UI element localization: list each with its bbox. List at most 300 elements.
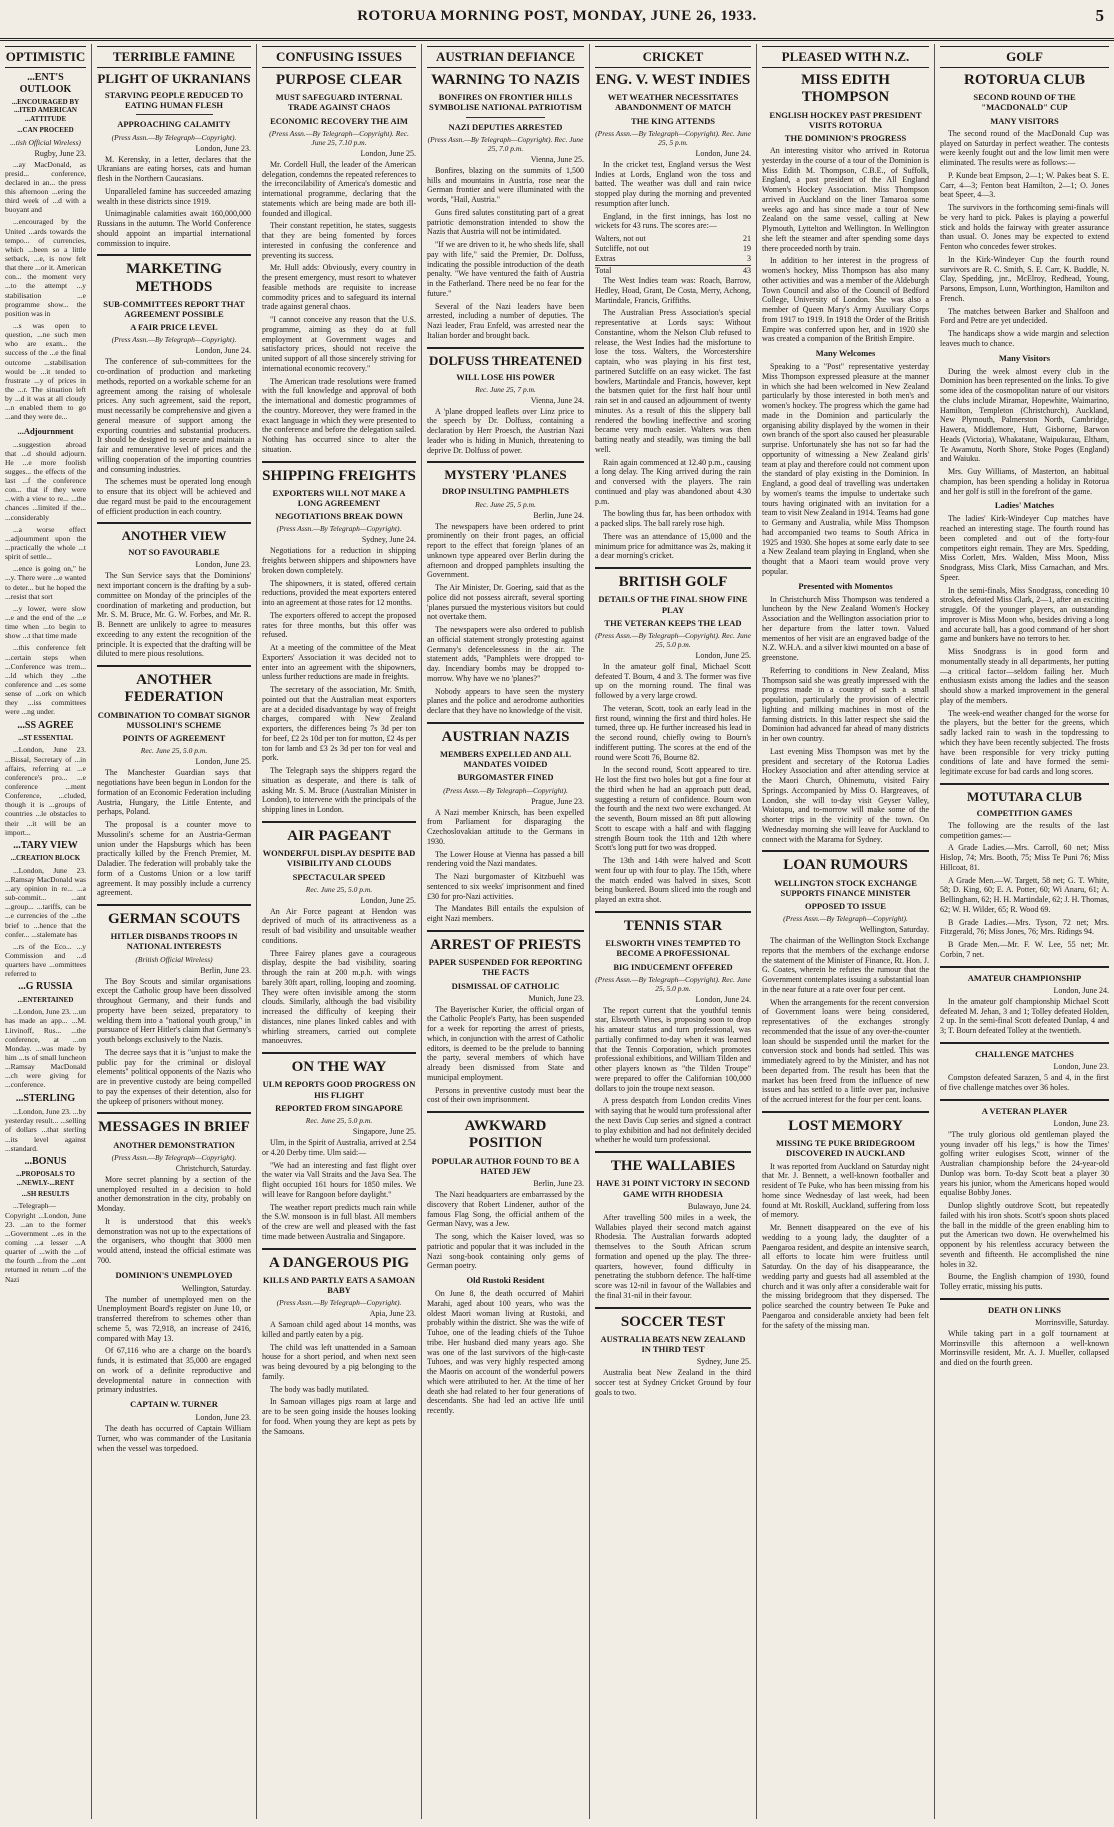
dateline: Berlin, June 24. bbox=[533, 510, 584, 520]
subheadline: DROP INSULTING PAMPHLETS bbox=[441, 486, 570, 497]
paragraph: An interesting visitor who arrived in Rotorua yesterday in the course of a tour of the Dominion is Miss Edith M. Thompson, C.B.E., of Suffolk, England, a past president of the All England Women's Hockey Association. Miss Thompson arrived in Auckland on the liner Tamaroa some weeks ago and has since made a tour of New Zealand on the same vessel, calling at New Plymouth, Lyttelton and Wellington. In Wellington she left the steamer and after spending some days there proceeded north by train. bbox=[762, 146, 929, 253]
headline: ANOTHER FEDERATION bbox=[124, 672, 224, 706]
byline: Rec. June 25, 7 p.m. bbox=[475, 384, 536, 394]
headline: TENNIS STAR bbox=[623, 917, 723, 934]
paragraph: Negotiations for a reduction in shipping freights between shippers and shipowners have broken down completely. bbox=[262, 546, 416, 575]
article-veteran-player bbox=[940, 1099, 1109, 1292]
headline: ON THE WAY bbox=[291, 1059, 387, 1076]
headline: LOAN RUMOURS bbox=[783, 857, 908, 874]
paragraph: Mr. Hull adds: Obviously, every country in the present emergency, must resort to whatever feasible methods are requisite to increase commodity prices and to safeguard its internal trade against general chaos. bbox=[262, 263, 416, 312]
paragraph: During the week almost every club in the Dominion has been represented on the links. To give some idea of the cosmopolitan nature of our visitors the clubs include Miramar, Hopewhite, Waimarino, Hamilton, Templeton (Christchurch), Auckland, New Plymouth, Palmerston North, Cambridge, Hawera, Middlemore, Hutt, Gisborne, Barwon Heads (Victoria), Whakatane, Waipukurau, Eltham, Te Awamutu, North Shore, Stoke Poges (England) and Waiuku. bbox=[940, 366, 1109, 464]
dateline: London, June 24. bbox=[695, 994, 751, 1004]
paragraph: The Boy Scouts and similar organisations except the Catholic group have been dissolved throughout Germany, and their funds and property have been seized, preparatory to welding them into a "national youth group," in pursuance of Herr Hitler's claim that Germany's youth belongs exclusively to the Nazis. bbox=[97, 976, 251, 1045]
batsman-name: Extras bbox=[595, 254, 616, 264]
batsman-name: Sutcliffe, not out bbox=[595, 244, 649, 254]
paragraph: ...suggestion abroad that ...d should adjourn. He ...e more foolish sugges... the effects of the last ...f the conference con... that if they were ...with a view to re... ...the chances ...limited if the... ...considerably bbox=[5, 439, 86, 522]
byline: Rec. June 25, 5.0 p.m. bbox=[140, 746, 208, 756]
subheadline: KILLS AND PARTLY EATS A SAMOAN BABY bbox=[262, 1274, 416, 1295]
subheadline: THE DOMINION'S PROGRESS bbox=[784, 132, 907, 143]
headline: ROTORUA CLUB bbox=[964, 72, 1085, 88]
paragraph: The death has occurred of Captain William Turner, who was commander of the Lusitania when the vessel was torpedoed. bbox=[97, 1424, 251, 1453]
headline: PURPOSE CLEAR bbox=[275, 72, 403, 88]
headline: ENG. V. WEST INDIES bbox=[595, 72, 751, 88]
section-subhead: Presented with Momentos bbox=[798, 580, 893, 591]
dateline: London, June 24. bbox=[695, 148, 751, 158]
paragraph: In Samoan villages pigs roam at large and are to be seen going inside the houses looking for food. When young they are kept as pets by the Samoans. bbox=[262, 1397, 416, 1436]
article-dangerous-pig bbox=[262, 1248, 416, 1437]
article-federation bbox=[97, 665, 251, 898]
paragraph: It was reported from Auckland on Saturday night that Mr. J. Bennett, a well-known footballer and resident of Te Puke, who has been missing from his home since Wednesday of last week, had been found at Mt. Roskill, Auckland, suffering from loss of memory. bbox=[762, 1161, 929, 1220]
subheadline: ELSWORTH VINES TEMPTED TO BECOME A PROFESSIONAL bbox=[605, 938, 741, 959]
paragraph: ...encouraged by the United ...ards towards the tempo... of currencies, which ...been so a little setback, ...e, is now felt that there ...or it. American con... the moment very ...to the attempt ...y stabilisation ...e programme show... the position was in bbox=[5, 217, 86, 318]
score-row bbox=[595, 254, 751, 264]
article-lost-memory bbox=[762, 1111, 929, 1330]
article-on-the-way bbox=[262, 1052, 416, 1241]
article-amateur-championship bbox=[940, 966, 1109, 1036]
byline: (Press Assn.—By Telegraph—Copyright). bbox=[276, 524, 402, 534]
headline: DOLFUSS THREATENED bbox=[428, 352, 583, 368]
paragraph: Persons in preventive custody must bear the cost of their own imprisonment. bbox=[427, 1085, 584, 1105]
subheadline: ...CAN PROCEED bbox=[17, 126, 74, 135]
headline: ...G RUSSIA bbox=[18, 981, 73, 993]
paragraph: Dunlop slightly outdrove Scott, but repeatedly failed with his iron shots. Scott's spoon shots placed the ball in the middle of the green enabling him to put the American two down. He overwhelmed his opponent by his relentless accuracy between the seventh and fifteenth. He accomplished the nine holes in 32. bbox=[940, 1201, 1109, 1269]
paragraph: B Grade Ladies.—Mrs. Tyson, 72 net; Mrs. Fitzgerald, 76; Miss Jones, 76; Mrs. Ridings 94. bbox=[940, 917, 1109, 937]
subheadline: BIG INDUCEMENT OFFERED bbox=[613, 961, 733, 972]
article-loan-rumours bbox=[762, 850, 929, 1105]
dateline: Berlin, June 23. bbox=[200, 965, 251, 975]
article-mystery-planes bbox=[427, 461, 584, 715]
paragraph: When the arrangements for the recent conversion of Government loans were being considered, representatives of the exchanges strongly recommended that the issue of any over-the-counter loan should be suspended until the market for the conversion stock and bonds had settled. This was immediately agreed to by the Minister, and has not been departed from. The result has been that the market has been freed from the influence of new issues and has settled to a little over par, inclusive of the accrued interest for the four per cent. loans. bbox=[762, 997, 929, 1105]
headline: A DANGEROUS PIG bbox=[268, 1254, 410, 1271]
kicker: GOLF bbox=[940, 46, 1109, 68]
score-row bbox=[595, 234, 751, 244]
total-runs: 43 bbox=[743, 266, 751, 276]
paragraph: The matches between Barker and Shalfoon and Ford and Petre are yet undecided. bbox=[940, 306, 1109, 326]
paragraph: The number of unemployed men on the Unemployment Board's register on June 10, or transferred therefrom to schemes other than scheme 5, was 72,918, an increase of 2416, compared with May 13. bbox=[97, 1294, 251, 1343]
paragraph: The West Indies team was: Roach, Barrow, Hedley, Hoad, Grant, De Costa, Merry, Achong, Martindale, Francis, Griffiths. bbox=[595, 276, 751, 305]
dateline: Wellington, Saturday. bbox=[859, 925, 929, 935]
paragraph: Australia beat New Zealand in the third soccer test at Sydney Cricket Ground by four goals to two. bbox=[595, 1368, 751, 1397]
subheadline: ...CREATION BLOCK bbox=[10, 854, 81, 863]
dateline: Wellington, Saturday. bbox=[181, 1283, 251, 1293]
paragraph: In the amateur golf championship Michael Scott defeated M. Jehan, 3 and 1; Tolley defeated Holden, 2 up. In the semi-final Scott defeated Dunlap, 4 and 3; T. Bourn defeated Tolley at the twentieth. bbox=[940, 996, 1109, 1036]
scorecard bbox=[595, 234, 751, 276]
score-row bbox=[595, 244, 751, 254]
dateline: London, June 25. bbox=[695, 650, 751, 660]
subheadline: MEMBERS EXPELLED AND ALL MANDATES VOIDED bbox=[439, 749, 572, 770]
paragraph: The shipowners, it is stated, offered certain reductions, provided the meat exporters entered into an agreement at those rates for 12 months. bbox=[262, 578, 416, 608]
subheadline: REPORTED FROM SINGAPORE bbox=[275, 1102, 403, 1113]
paragraph: The Telegraph says the shippers regard the situation as desperate, and there is talk of asking Mr. S. M. Bruce (Australian Minister in London), to intervene with the principals of the shipping lines in London. bbox=[262, 766, 416, 815]
dateline: London, June 25. bbox=[195, 757, 251, 767]
column-3 bbox=[422, 44, 590, 1819]
section-subhead: Old Rustoki Resident bbox=[466, 1275, 545, 1286]
paragraph: The body was badly mutilated. bbox=[270, 1384, 369, 1394]
byline: Rec. June 25, 5.0 p.m. bbox=[305, 1116, 373, 1125]
subheadline: ...PROPOSALS TO ...NEWLY-...RENT bbox=[16, 1170, 75, 1187]
headline: ...TARY VIEW bbox=[13, 839, 78, 851]
headline: ...BONUS bbox=[24, 1155, 67, 1167]
paragraph: The week-end weather changed for the worse for the players, but the better for the greens, which sadly lacked rain to wash in the topdressing to which they have been recently subjected. The frosts have been responsible for very tricky putting conditions of late and have formed the semi-legitimate excuse for bad cards and long scores. bbox=[940, 708, 1109, 777]
headline: WARNING TO NAZIS bbox=[431, 72, 580, 88]
paragraph: In the second round, Scott appeared to tire. He lost the first two holes but got a fine four at the third when he had an approach putt dead, suggesting a return of confidence. Bourn won the fourth and the next two were exchanged. At the seventh, Bourn missed an 8ft putt allowing Scott to escape with a half and with flagging strength Bourn took the 11th and 12th where Scott's long putt for two was dropped. bbox=[595, 765, 751, 853]
paragraph: The song, which the Kaiser loved, was so patriotic and popular that it was included in the Nazi song-book containing only gems of German poetry. bbox=[427, 1232, 584, 1271]
paragraph: The decree says that it is "unjust to make the public pay for the criminal or disloyal elements" political opponents of the Nazis who are in preventive custody are being compelled to pay the expenses of their detention, also for the upkeep of prisoners without money. bbox=[97, 1047, 251, 1106]
subheadline: DISMISSAL OF CATHOLIC bbox=[451, 980, 560, 991]
paragraph: The proposal is a counter move to Mussolini's scheme for an Austria-German union under the Hapsburgs which has been practically killed by the French Premier, M. Daladier. The federation will probably take the form of a Customs Union or a low tariff agreement. It may possibly include a currency agreement. bbox=[97, 820, 251, 898]
paragraph: The conference of sub-committees for the co-ordination of production and marketing methods, reported on a workable scheme for an agreement among the raising of wholesale prices. Any such agreement, said the report, must necessarily be comprehensive and given a general measure of support among the exporting countries and substantial producers. It should be designed to secure and maintain a fair and remunerative level of prices and the willing cooperation of the importing countries and consuming industries. bbox=[97, 357, 251, 474]
subheadline: MANY VISITORS bbox=[990, 115, 1059, 126]
section-subhead: Many Welcomes bbox=[815, 348, 876, 359]
paragraph: "If we are driven to it, he who sheds life, shall pay with life," said the Premier, Dr. Dolfuss, indicating the possible introduction of the death penalty. "We have ventured the faith of Austria in the Fatherland. There need be no fear for the future." bbox=[427, 240, 584, 298]
headline: MYSTERY 'PLANES bbox=[444, 467, 567, 483]
dateline: Prague, June 23. bbox=[531, 796, 584, 806]
byline: Rec. June 25, 5.0 p.m. bbox=[305, 884, 373, 894]
headline: AWKWARD POSITION bbox=[464, 1118, 547, 1152]
paragraph: A Nazi member Knirsch, has been expelled from Parliament for disparaging the Czechoslovakian attitude to the Germans in 1930. bbox=[427, 807, 584, 846]
subheadline: BURGOMASTER FINED bbox=[457, 772, 554, 783]
byline: (British Official Wireless) bbox=[135, 954, 213, 964]
divider bbox=[136, 114, 213, 115]
dateline: London, June 23. bbox=[195, 1413, 251, 1423]
paragraph: The Sun Service says that the Dominions' next important concern is the drafting by a sub-committee on Monday of the principles of the coordination of marketing and production, but Mr. S. M. Bruce, Mr. G. W. Forbes, and Mr. R. B. Bennett are unlikely to agree to measures exceeding to any extent the recognition of the principle. It is expected that the drafting will be diluted to mere pious resolutions. bbox=[97, 571, 251, 659]
subheadline: COMPETITION GAMES bbox=[976, 807, 1073, 818]
headline: ARREST OF PRIESTS bbox=[430, 936, 581, 953]
subheadline: STARVING PEOPLE REDUCED TO EATING HUMAN FLESH bbox=[104, 89, 244, 111]
dateline: Sydney, June 25. bbox=[696, 1357, 751, 1367]
paragraph: Bonfires, blazing on the summits of 1,500 hills and mountains in Austria, rose near the German frontier and were illuminated with the words, "Hail, Austria." bbox=[427, 165, 584, 205]
column-5 bbox=[757, 44, 935, 1819]
subheadline: DETAILS OF THE FINAL SHOW FINE PLAY bbox=[598, 594, 748, 615]
article-challenge-matches bbox=[940, 1042, 1109, 1093]
subheadline: MISSING TE PUKE BRIDEGROOM DISCOVERED IN AUCKLAND bbox=[776, 1138, 915, 1159]
column-2 bbox=[257, 44, 422, 1819]
paragraph: "I cannot conceive any reason that the U.S. programme, aiming as they do at full employment at Government wages and satisfactory prices, should not receive the united support of all those sincerely striving for international economic recovery." bbox=[262, 315, 416, 373]
paragraph: In addition to her interest in the progress of women's hockey, Miss Thompson has also many other activities and was a member of the Aldeburgh Town Council and also of the Council of Bedford College, University of London. She was also a member of Queen Mary's Army Auxiliary Corps from 1917 to 1919. In 1918 the Order of the British Empire was conferred upon her, and in 1920 she was created a companion of the British Empire. bbox=[762, 256, 929, 344]
article-awkward-position bbox=[427, 1111, 584, 1416]
subheadline: NEGOTIATIONS BREAK DOWN bbox=[275, 511, 403, 522]
paragraph: There was an attendance of 15,000 and the minimum price for admittance was 2s, making it a dear morning's cricket. bbox=[595, 531, 751, 561]
paragraph: While taking part in a golf tournament at Morrinsville this afternoon a well-known Morrinsville resident, Mr. A. J. Mueller, collapsed and died on the fourth green. bbox=[940, 1328, 1109, 1368]
byline: (Press Assn.—By Telegraph—Copyright). Rec. June 25, 7.10 p.m. bbox=[269, 128, 409, 147]
headline: MESSAGES IN BRIEF bbox=[98, 1119, 250, 1136]
paragraph: ...London, June 23. ...Bissal, Secretary of ...in affairs, referring at ...e conference's pro... ...e conference ...ment Conference, ...cluded, though it is ...groups of countries ...le obstacles to their ...it will be an import... bbox=[5, 745, 86, 837]
dateline: London, June 23. bbox=[195, 560, 251, 570]
kicker: TERRIBLE FAMINE bbox=[97, 46, 251, 68]
paragraph: Mr. Cordell Hull, the leader of the American delegation, condemns the repeated references to the irreconcilability of America's domestic and international programme, declaring that the statements which are being made are both ill-founded and illogical. bbox=[262, 159, 416, 218]
paragraph: Unparalleled famine has succeeded amazing wealth in these districts since 1919. bbox=[97, 186, 251, 206]
column-6 bbox=[935, 44, 1114, 1819]
paragraph: "The truly glorious old gentleman played the young invader off his legs," is how the Times' golfing writer eulogises Scott, winner of the Australian championship before the 24-year-old Dunlop was born. To-day Scott beat a player 30 years his junior, whom the Americans hoped would equalise Bobby Jones. bbox=[940, 1129, 1109, 1198]
subheadline: HITLER DISBANDS TROOPS IN NATIONAL INTERESTS bbox=[110, 931, 238, 952]
runs: 19 bbox=[743, 244, 751, 254]
subheadline: HAVE 31 POINT VICTORY IN SECOND GAME WITH RHODESIA bbox=[596, 1178, 750, 1199]
paragraph: The survivors in the forthcoming semi-finals will be very hard to pick. Pakes is playing a powerful stick and holds the fairway with greater assurance than usual. O. Jones may be expected to extend Fenton who concedes fewer strokes. bbox=[940, 203, 1109, 252]
paragraph: P. Kunde beat Empson, 2—1; W. Pakes beat S. E. Carr, 4—3; Fenton beat Hamilton, 2—1; O. Jones beat Speer, 4—3. bbox=[940, 170, 1109, 200]
subheadline: SPECTACULAR SPEED bbox=[292, 871, 386, 882]
headline: ...ENT'S OUTLOOK bbox=[19, 72, 72, 95]
subheadline: ...ENCOURAGED BY ...ITED AMERICAN ...ATTITUDE bbox=[11, 98, 80, 123]
subheadline: DEATH ON LINKS bbox=[987, 1304, 1062, 1315]
section-subhead: DOMINION'S UNEMPLOYED bbox=[115, 1269, 233, 1280]
paragraph: In the amateur golf final, Michael Scott defeated T. Bourn, 4 and 3. The former was five up on the morning round. The final was followed by a very large crowd. bbox=[595, 661, 751, 701]
article-shipping-freights bbox=[262, 461, 416, 815]
paragraph: Of 67,116 who are a charge on the board's funds, it is estimated that 35,000 are engaged on work of a definite reproductive and developmental nature in connection with primary industries. bbox=[97, 1346, 251, 1395]
paragraph: ...a worse effect ...adjournment upon the ...practically the whole ...t spirit of settle... bbox=[5, 524, 86, 562]
subheadline: PAPER SUSPENDED FOR REPORTING THE FACTS bbox=[428, 957, 583, 978]
byline: (Press Assn.—By Telegraph—Copyright). Rec. June 25, 7.0 p.m. bbox=[427, 134, 584, 153]
paragraph: ...rs of the Eco... ...y Commission and ...d quarters have ...ommittees referred to bbox=[5, 941, 86, 979]
dateline: Christchurch, Saturday. bbox=[175, 1163, 251, 1173]
paragraph: Mr. Bennett disappeared on the eve of his wedding to a young lady, the daughter of a Paengaroa resident, and despite an intensive search, all efforts to locate him were fruitless until Saturday. On the day of his disappearance, the wedding party and guests had all assembled at the church and it was only after a considerable wait for the missing bridegroom that they dispersed. The police searched the country between Te Puke and Paengaroa and considerable anxiety had been felt for the safety of the missing man. bbox=[762, 1223, 929, 1330]
page-number: 5 bbox=[1095, 6, 1104, 25]
dateline: London, June 25. bbox=[360, 895, 416, 905]
paragraph: A Grade Men.—W. Targett, 58 net; G. T. White, 58; D. King, 60; E. A. Potter, 60; Wi Anaru, 61; A. Bellingham, 62; H. H. Martindale, 62; J. H. Thomas, 62; W. H. Wilder, 65; R. Wood 69. bbox=[940, 875, 1109, 914]
paragraph: After travelling 500 miles in a week, the Wallabies played their second match against Rhodesia. The Australian forwards adopted themselves to the South African scrum formation and opened up the play. The three-quarters, however, found difficulty in penetrating the stubborn defence. The half-time score was 12-nil in favour of the Wallabies and the final 31-nil in their favour. bbox=[595, 1212, 751, 1300]
dateline: Morrinsville, Saturday. bbox=[1035, 1317, 1109, 1327]
paragraph: A Grade Ladies.—Mrs. Carroll, 60 net; Miss Hislop, 74; Mrs. Booth, 75; Miss Te Puni 76; Miss Hillcoat, 81. bbox=[940, 843, 1109, 872]
byline: (Press Assn.—By Telegraph—Copyright). bbox=[111, 132, 237, 142]
dateline: London, June 24. bbox=[195, 346, 251, 356]
divider bbox=[466, 117, 545, 118]
byline: (Press Assn.—By Telegraph—Copyright). bbox=[276, 1298, 402, 1308]
paragraph: Nobody appears to have seen the mystery planes and the police and aerodrome authorities declare that they have no knowledge of the visit. bbox=[427, 686, 584, 716]
subheadline: COMBINATION TO COMBAT SIGNOR MUSSOLINI'S SCHEME bbox=[97, 709, 251, 730]
paragraph: An Air Force pageant at Hendon was deprived of much of its attractiveness as a result of bad visibility and unsuitable weather conditions. bbox=[262, 906, 416, 945]
paragraph: The exporters offered to accept the proposed rates for three months, but this offer was refused. bbox=[262, 610, 416, 640]
paragraph: The Mandates Bill entails the expulsion of eight Nazi members. bbox=[427, 904, 584, 924]
paragraph: The American trade resolutions were framed with the full knowledge and approval of both the international and domestic programmes of the country. Moreover, they were framed in the exact language in which they were presented to the conference and before the delegation sailed. Nothing has occurred since to alter the situation. bbox=[262, 376, 416, 454]
headline: LOST MEMORY bbox=[788, 1117, 903, 1134]
dateline: Vienna, June 24. bbox=[530, 395, 584, 405]
paragraph: Referring to conditions in New Zealand, Miss Thompson said she was greatly impressed with the progress made in a country of such a small population, particularly the provision of electric lighting and milking machines in most of the farming districts. In this latter respect she said the Dominion had advanced far ahead of many districts in her own country. bbox=[762, 665, 929, 744]
paragraph: Several of the Nazi leaders have been arrested, including a number of deputies. The Nazi leader, Frau Enfeld, was arrested near the Italian border and brought back. bbox=[427, 301, 584, 340]
paragraph: A press despatch from London credits Vines with saying that he would turn professional after the next Davis Cup series and signed a contract to play exhibition and had not definitely decided whether he would turn professional. bbox=[595, 1096, 751, 1145]
paragraph: In the Kirk-Windeyer Cup the fourth round survivors are R. C. Smith, S. E. Carr, K. Buddle, N. Clay, Spedding, jnr., McElroy, Redhead, Young, Parsons, Empson, Lunn, Worthington, Hamilton and French. bbox=[940, 254, 1109, 303]
section-subhead: ...Adjournment bbox=[17, 425, 74, 436]
kicker: CONFUSING ISSUES bbox=[262, 46, 416, 68]
paragraph: It is understood that this week's demonstration was not up to the expectations of the organisers, who thought that 3000 men would attend, instead the official estimate was 700. bbox=[97, 1216, 251, 1265]
subheadline: A VETERAN PLAYER bbox=[981, 1105, 1068, 1116]
dateline: London, June 23. bbox=[1053, 1118, 1109, 1128]
column-4 bbox=[590, 44, 757, 1819]
paragraph: Their constant repetition, he states, suggests that they are being fomented by forces interested in confusing the conference and preventing its success. bbox=[262, 221, 416, 260]
paragraph: B Grade Men.—Mr. F. W. Lee, 55 net; Mr. Corbin, 7 net. bbox=[940, 940, 1109, 959]
subheadline: THE KING ATTENDS bbox=[631, 115, 715, 126]
byline: (Press Assn.—By Telegraph—Copyright). bbox=[111, 1152, 237, 1162]
paragraph: ...Telegraph—Copyright ...London, June 23. ...an to the former ...Government ...es in the coming ...a lesser ...A quarter of ...with the ...of the fourth ...from the ...ent returned in return ...of the Nazi bbox=[5, 1201, 86, 1284]
article-british-golf bbox=[595, 567, 751, 905]
paragraph: Miss Snodgrass is in good form and monumentally steady in all departments, her putting—a critical factor—seldom failing her. Much enthusiasm exists among the ladies and the season should show a marked improvement in the general play of the members. bbox=[940, 647, 1109, 705]
article-arrest-of-priests bbox=[427, 930, 584, 1105]
paragraph: ...ence is going on," he ...y. There were ...e wanted to deter... but he hoped the ...resist that sort bbox=[5, 564, 86, 601]
subheadline: SECOND ROUND OF THE "MACDONALD" CUP bbox=[973, 92, 1076, 113]
paragraph: ...s was open to question, ...ne such men who are exam... the success of the ...e the final outcome ...stabilisation would be ...it tended to frustrate ...y of prices in the ...r. The situation left by ...d it was at all cloudy ...n enabled them to go ...and they were de... bbox=[5, 320, 86, 422]
kicker: CRICKET bbox=[595, 46, 751, 68]
paragraph: The ladies' Kirk-Windeyer Cup matches have reached an interesting stage. The fourth round has been completed and out of the forty-four competitors eight remain. They are Mrs. Spedding, Miss Corlett, Mrs. Walden, Miss Moon, Miss Snodgrass, Miss Clark, Miss Carnachan, and Mrs. Speer. bbox=[940, 514, 1109, 582]
subheadline: ...ENTERTAINED bbox=[17, 995, 74, 1004]
paragraph: The child was left unattended in a Samoan house for a short period, and when next seen was being devoured by a pig belonging to the family. bbox=[262, 1342, 416, 1381]
subheadline: WONDERFUL DISPLAY DESPITE BAD VISIBILITY AND CLOUDS bbox=[262, 848, 416, 869]
section-subhead: CAPTAIN W. TURNER bbox=[130, 1399, 218, 1410]
paragraph: In the semi-finals, Miss Snodgrass, conceding 10 strokes, defeated Miss Clark, 2—1, after an exciting struggle. Of the younger players, an outstanding improver is Miss Moon who, besides driving a long and accurate ball, has a good command of her short game and bunkers have no terrors to her. bbox=[940, 585, 1109, 644]
paragraph: The secretary of the association, Mr. Smith, pointed out that the Australian meat exporters are at a decided disadvantage by way of freight charges, compared with New Zealand exporters, the differences being 7s 3d per ton for beef, £2 2s 10d per ton for mutton, £2 4s per ton for lamb and £3 2s 3d per ton for veal and pork. bbox=[262, 685, 416, 763]
headline: BRITISH GOLF bbox=[618, 574, 728, 591]
paragraph: Speaking to a "Post" representative yesterday Miss Thompson expressed pleasure at the manner in which she had been welcomed in New Zealand particularly by those interested in both men's and women's hockey. The progress which the game had made in the Dominion and particularly the organising ability displayed by the women in their own branch of the sport also caused her pleasurable surprise. Unfortunately she has not so far had the opportunity of witnessing a New Zealand girls' team at play and therefore could not comment upon the standard of play existing in the Dominion. In England, a good deal of travelling was undertaken by women's teams the impulse to undertake such tours having originated with an invitation for a team to visit New Zealand in 1914. Teams had gone to Germany and Australia, while Miss Thompson had accompanied two teams to South Africa in 1925 and 1930. She hopes at some early date to see a New Zealand team playing in England, when she thought that a Maori team would prove very popular. bbox=[762, 362, 929, 576]
headline: ...STERLING bbox=[15, 1092, 76, 1104]
headline: ANOTHER VIEW bbox=[121, 528, 227, 544]
headline: SHIPPING FREIGHTS bbox=[262, 467, 416, 484]
subheadline: WILL LOSE HIS POWER bbox=[456, 371, 555, 382]
subheadline: WET WEATHER NECESSITATES ABANDONMENT OF MATCH bbox=[607, 92, 739, 113]
subheadline: ...ST ESSENTIAL bbox=[18, 734, 73, 743]
byline: (Press Assn.—By Telegraph—Copyright). Rec. June 25, 5 p.m. bbox=[595, 128, 751, 147]
article-marketing bbox=[97, 254, 251, 516]
paragraph: The Manchester Guardian says that negotiations have been begun in London for the formation of an Economic Federation including Austria, Hungary, the Little Entente, and perhaps, Poland. bbox=[97, 768, 251, 817]
dateline: London, June 25. bbox=[360, 148, 416, 158]
headline: SOCCER TEST bbox=[620, 1313, 726, 1330]
kicker: PLEASED WITH N.Z. bbox=[762, 46, 929, 68]
article-german-scouts bbox=[97, 904, 251, 1106]
subheadline: CHALLENGE MATCHES bbox=[975, 1048, 1074, 1059]
paragraph: The newspapers were also ordered to publish an official statement strongly protesting against Germany's defencelessness in the air. The statement adds, "Pamphlets were dropped to-day. Incendiary bombs may be dropped to-morrow. Why have we no 'planes?" bbox=[427, 625, 584, 683]
subheadline: ECONOMIC RECOVERY THE AIM bbox=[270, 115, 408, 126]
paragraph: The Bayerischer Kurier, the official organ of the Catholic People's Party, has been suspended for a week for reporting the arrest of priests, which, in conjunction with the arrest of Catholic editors, is deemed to be the prelude to banning the party, several members of which have already been dismissed from State and municipal employment. bbox=[427, 1004, 584, 1082]
paragraph: The Lower House at Vienna has passed a bill rendering void the Nazi mandates. bbox=[427, 849, 584, 869]
headline: PLIGHT OF UKRANIANS bbox=[97, 71, 251, 86]
dateline: Berlin, June 23. bbox=[533, 1179, 584, 1189]
paragraph: The handicaps show a wide margin and selection leaves much to chance. bbox=[940, 329, 1109, 348]
total-label: Total bbox=[595, 266, 612, 276]
kicker: AUSTRIAN DEFIANCE bbox=[427, 46, 584, 68]
subheadline: ANOTHER DEMONSTRATION bbox=[113, 1139, 235, 1150]
paragraph: Guns fired salutes constituting part of a great patriotic demonstration intended to show the Nazis that Austria will not be intimidated. bbox=[427, 207, 584, 237]
paragraph: The Air Minister, Dr. Goering, said that as the police did not possess aircraft, several sporting 'planes pursued the mysterious visitors but could not overtake them. bbox=[427, 583, 584, 622]
paragraph: The schemes must be operated long enough to ensure that its object will be achieved and due regard must be paid to the encouragement of efficient production in each country. bbox=[97, 477, 251, 516]
article-tennis-star bbox=[595, 911, 751, 1145]
batsman-name: Walters, not out bbox=[595, 234, 646, 244]
dateline: Bulawayo, June 24. bbox=[687, 1201, 751, 1211]
subheadline: POPULAR AUTHOR FOUND TO BE A HATED JEW bbox=[431, 1155, 580, 1176]
paragraph: Three Fairey planes gave a courageous display, despite the bad visibility, soaring through the rain at 200 m.p.h. with wings barely 30ft apart, rolling, looping and zooming. They were often invisible among the storm clouds. Similarly, although the bad visibility increased the difficulty of keeping their distances, nine planes linked cables and with whirling streamers, carried out complete manoeuvres. bbox=[262, 948, 416, 1046]
paragraph: The veteran, Scott, took an early lead in the first round, winning the first and third holes. He turned, three up. He further increased his lead in the second round, chiefly owing to Bourn's indifferent putting. The scores at the end of the round were Scott 76, Bourne 82. bbox=[595, 703, 751, 762]
paragraph: In the cricket test, England versus the West Indies at Lords, England won the toss and batted. The weather was dull and rain twice stopped play during the morning and prevented resumption after lunch. bbox=[595, 159, 751, 208]
subheadline: BONFIRES ON FRONTIER HILLS SYMBOLISE NATIONAL PATRIOTISM bbox=[428, 92, 583, 113]
article-dolfuss-threatened bbox=[427, 347, 584, 456]
subheadline: SUB-COMMITTEES REPORT THAT AGREEMENT POSSIBLE bbox=[103, 298, 245, 319]
subheadline: POINTS OF AGREEMENT bbox=[122, 733, 226, 744]
article-austrian-nazis bbox=[427, 722, 584, 924]
subheadline: MUST SAFEGUARD INTERNAL TRADE AGAINST CHAOS bbox=[275, 92, 403, 113]
headline: MISS EDITH THOMPSON bbox=[801, 72, 890, 106]
paragraph: The following are the results of the last competition games:— bbox=[940, 820, 1109, 840]
paragraph: A 'plane dropped leaflets over Linz price to the speech by Dr. Dolfuss, containing a declaration by Herr Proesch, the Austrian Nazi leader who is hiding in Munich, threatening to deprive Dr. Dolfuss of power. bbox=[427, 406, 584, 455]
byline: (Press Assn.—By Telegraph—Copyright). Rec. June 25, 5.0 p.m. bbox=[595, 630, 751, 649]
dateline: Apia, June 23. bbox=[369, 1309, 416, 1319]
article-death-on-links bbox=[940, 1298, 1109, 1368]
paragraph: More secret planning by a section of the unemployed resulted in a decision to hold another demonstration in the city, probably on Monday. bbox=[97, 1174, 251, 1214]
subheadline: THE VETERAN KEEPS THE LEAD bbox=[604, 617, 742, 628]
paragraph: "We had an interesting and fast flight over the water via Vall Straits and the Java Sea. The flight occupied 161 hours for 1850 miles. We will leave for Rangoon before daylight." bbox=[262, 1160, 416, 1199]
paragraph: The Nazi headquarters are embarrassed by the discovery that Robert Lindener, author of the famous Flag Song, the official anthem of the German Navy, was a Jew. bbox=[427, 1190, 584, 1229]
subheadline: OPPOSED TO ISSUE bbox=[805, 900, 886, 911]
subheadline: APPROACHING CALAMITY bbox=[117, 119, 231, 130]
byline: (Press Assn.—By Telegraph—Copyright). Rec. June 25, 5.0 p.m. bbox=[595, 974, 751, 993]
article-soccer-test bbox=[595, 1307, 751, 1398]
subheadline: ENGLISH HOCKEY PAST PRESIDENT VISITS ROTORUA bbox=[769, 109, 922, 130]
paragraph: The Australian Press Association's special representative at Lords says: Without Constantine, whom the Nelson Club refused to release, the West Indies had the misfortune to lose the toss. Walters, the Worcestershire captain, who was playing in his first test, partnered Sutcliffe on an easy wicket. The fast bowlers, Martindale and Francis, however, kept the batsmen quiet for the first half hour until rain set in and caused an adjournment of twenty minutes. As a result of this the slippery ball rendered the bowling ineffective and scoring became very much easier. Walters was then batting neatly and steadily, was timing the ball well. bbox=[595, 308, 751, 454]
subheadline: NOT SO FAVOURABLE bbox=[128, 547, 220, 558]
article-another-view bbox=[97, 522, 251, 659]
byline: ...tish Official Wireless) bbox=[10, 137, 81, 147]
subheadline: ...SH RESULTS bbox=[21, 1190, 70, 1199]
section-subhead: Many Visitors bbox=[998, 352, 1051, 363]
paragraph: ...London, June 23. ...by yesterday result... ...selling of dollars ...that sterling ...its level against ...standard. bbox=[5, 1107, 86, 1153]
article-wallabies bbox=[595, 1151, 751, 1300]
byline: (Press Assn.—By Telegraph—Copyright). bbox=[111, 335, 237, 345]
headline: AIR PAGEANT bbox=[287, 827, 391, 844]
paragraph: Unimaginable calamities await 160,000,000 Russians in the autumn. The World Conference should appoint an impartial international commission to inquire. bbox=[97, 209, 251, 248]
paragraph: The report current that the youthful tennis star, Elsworth Vines, is proposing soon to drop his amateur status and turn professional, was partially confirmed to-day when it was learned that the Tennis Corporation, which promotes professional exhibitions, and William Tilden and other players known as "the Tilden Troupe" were prepared to offer the Californian 100,000 dollars to join the troupe next season. bbox=[595, 1005, 751, 1093]
column-1 bbox=[92, 44, 257, 1819]
dateline: London, June 23. bbox=[195, 143, 251, 153]
column-0 bbox=[0, 44, 92, 1819]
headline: THE WALLABIES bbox=[610, 1158, 736, 1175]
paragraph: On June 8, the death occurred of Mahiri Marahi, aged about 100 years, who was the oldest Maori woman living at Rustoki, and probably within the district. She was the wife of Tuhoe, one of the leading chiefs of the Tuhoe tribe. Her husband died many years ago. She was one of the last survivors of the high-caste Tuhoes, and was very highly respected among the Maoris on account of the wonderful powers which were attributed to her. At the time of her death she had related to her four generations of descendants. She had led an active life until recently. bbox=[427, 1289, 584, 1416]
paragraph: ...this conference felt ...certain steps when ...Conference was trem... ...ld which they ...the conference and ...es some sense of ...ork on which they ...iss committees were ...ng under. bbox=[5, 643, 86, 717]
paragraph: The Nazi burgomaster of Kitzbuehl was sentenced to six weeks' imprisonment and fined £30 for pro-Nazi activities. bbox=[427, 872, 584, 901]
subheadline: EXPORTERS WILL NOT MAKE A LONG AGREEMENT bbox=[272, 487, 406, 508]
section-subhead: Ladies' Matches bbox=[994, 500, 1055, 511]
subheadline: A FAIR PRICE LEVEL bbox=[130, 322, 218, 333]
subheadline: WELLINGTON STOCK EXCHANGE SUPPORTS FINANCE MINISTER bbox=[774, 877, 917, 898]
runs: 21 bbox=[743, 234, 751, 244]
paragraph: England, in the first innings, has lost no wickets for 43 runs. The scores are:— bbox=[595, 211, 751, 231]
paragraph: The newspapers have been ordered to print prominently on their front pages, an official report to the effect that foreign 'planes of an unknown type appeared over Berlin during the afternoon and dropped pamphlets insulting the Government. bbox=[427, 521, 584, 580]
paragraph: At a meeting of the committee of the Meat Exporters' Association it was decided not to enter into an agreement with the shipowners, unless further reductions are made in freights. bbox=[262, 643, 416, 682]
paragraph: M. Kerensky, in a letter, declares that the Ukranians are eating horses, cats and human flesh in the Northern Caucasians. bbox=[97, 154, 251, 183]
paragraph: A Samoan child aged about 14 months, was killed and partly eaten by a pig. bbox=[262, 1320, 416, 1339]
headline: AUSTRIAN NAZIS bbox=[441, 728, 570, 745]
paragraph: The chairman of the Wellington Stock Exchange reports that the members of the exchange endorse the statement of the Minister of Finance, Rt. Hon. J. G. Coates, wherein he refutes the rumour that the Government contemplates issuing a substantial loan in the near future at a rate over four per cent. bbox=[762, 936, 929, 994]
paragraph: Compston defeated Sarazen, 5 and 4, in the first of five challenge matches over 36 holes. bbox=[940, 1073, 1109, 1092]
score-total bbox=[595, 265, 751, 276]
subheadline: AMATEUR CHAMPIONSHIP bbox=[967, 972, 1082, 983]
paragraph: Last evening Miss Thompson was met by the president and secretary of the Rotorua Ladies Hockey Association and after attending service at the Maori Church, Ohinemutu, visited Fairy Springs. Accompanied by Miss O. Hargreaves, of London, she will to-day visit Geyser Valley, Waiotapu, and to-morrow will make some of the shorter trips in the vicinity of the town. On Wednesday morning she will leave for Auckland to connect with the Marama for Sydney. bbox=[762, 746, 929, 844]
paragraph: Mrs. Guy Williams, of Masterton, an habitual champion, has been spending a holiday in Rotorua and her golf is still in the forefront of the game. bbox=[940, 467, 1109, 496]
byline: (Press Assn.—By Telegraph—Copyright). bbox=[443, 785, 568, 795]
masthead-title: ROTORUA MORNING POST, MONDAY, JUNE 26, 1933. bbox=[357, 8, 757, 24]
paragraph: The bowling thus far, has been orthodox with a packed slips. The ball rarely rose high. bbox=[595, 509, 751, 529]
headline: MARKETING METHODS bbox=[126, 261, 222, 295]
headline: ...SS AGREE bbox=[17, 719, 74, 731]
paragraph: Bourne, the English champion of 1930, found Tolley erratic, missing his putts. bbox=[940, 1272, 1109, 1291]
paragraph: Ulm, in the Spirit of Australia, arrived at 2.54 or 4.20 Derby time. Ulm said:— bbox=[262, 1138, 416, 1157]
dateline: Vienna, June 25. bbox=[530, 154, 584, 164]
subheadline: NAZI DEPUTIES ARRESTED bbox=[448, 121, 563, 132]
paragraph: In Christchurch Miss Thompson was tendered a luncheon by the New Zealand Women's Hockey Association and the Wellington association prior to her departure from the latter town. Valued mementos of her visit are an engraved badge of the N.Z. W.H.A. and a silver kiwi mounted on a base of greenstone. bbox=[762, 594, 929, 663]
byline: (Press Assn.—By Telegraph—Copyright). bbox=[783, 914, 908, 924]
headline: GERMAN SCOUTS bbox=[107, 911, 241, 927]
runs: 3 bbox=[747, 254, 751, 264]
dateline: London, June 23. bbox=[1053, 1062, 1109, 1072]
byline: Rec. June 25, 5 p.m. bbox=[475, 499, 536, 509]
subheadline: AUSTRALIA BEATS NEW ZEALAND IN THIRD TEST bbox=[600, 1333, 746, 1354]
paragraph: The weather report predicts much rain while the S.W. monsoon is in full blast. All members of the crew are well and pleased with the fast time made between Australia and Singapore. bbox=[262, 1202, 416, 1241]
paragraph: Rain again commenced at 12.40 p.m., causing a long delay. The King arrived during the rain and conversed with the players. The rain continued and play was abandoned about 4.30 p.m. bbox=[595, 457, 751, 506]
article-air-pageant bbox=[262, 821, 416, 1046]
subheadline: ULM REPORTS GOOD PROGRESS ON HIS FLIGHT bbox=[262, 1079, 416, 1100]
